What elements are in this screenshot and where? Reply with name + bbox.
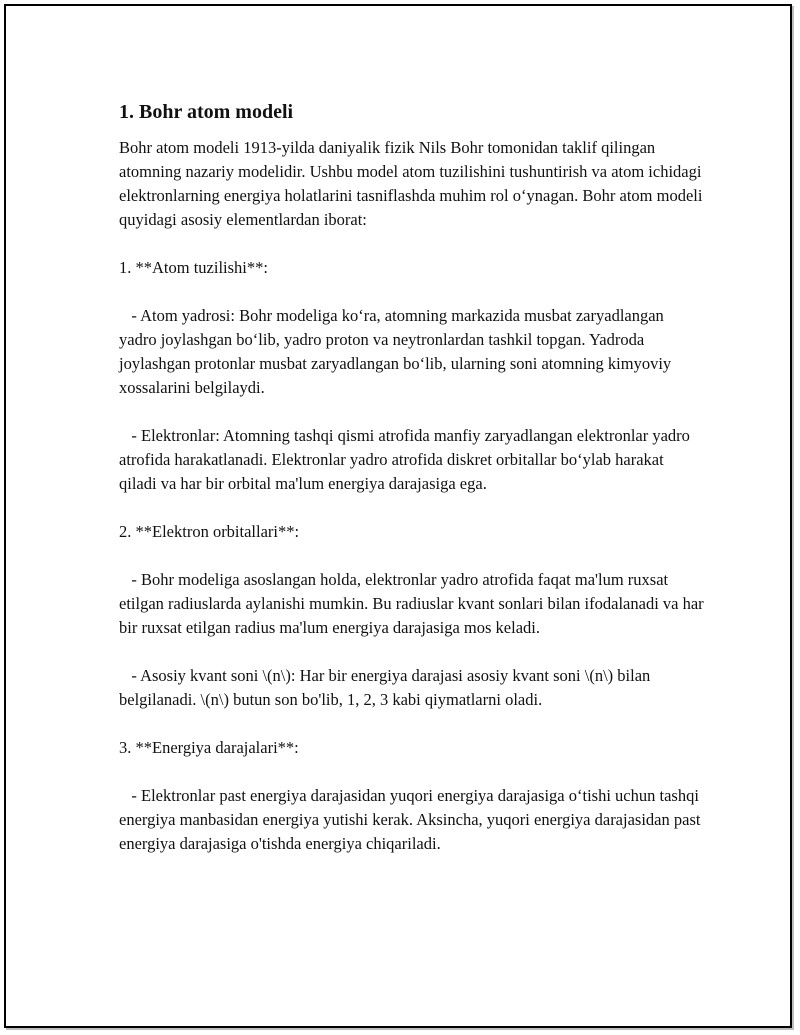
document-body	[119, 98, 708, 880]
bullet-principal-quantum-number: - Asosiy kvant soni \(n\): Har bir energiya darajasi asosiy kvant soni \(n\) bilan belgilanadi. \(n\) butun son bo'lib, 1, 2, 3 kabi qiymatlarni oladi.	[119, 666, 655, 709]
page-frame	[4, 4, 792, 1028]
document-title: 1. Bohr atom modeli	[119, 101, 294, 123]
bullet-atom-nucleus: - Atom yadrosi: Bohr modeliga ko‘ra, atomning markazida musbat zaryadlangan yadro joylashgan bo‘lib, yadro proton va neytronlardan tashkil topgan. Yadroda joylashgan protonlar musbat zaryadlangan bo‘lib, ularning soni atomning kimyoviy xossalarini belgilaydi.	[119, 306, 676, 397]
bullet-electrons: - Elektronlar: Atomning tashqi qismi atrofida manfiy zaryadlangan elektronlar yadro atrofida harakatlanadi. Elektronlar yadro atrofida diskret orbitallar bo‘ylab harakat qiladi va har bir orbital ma'lum energiya darajasiga ega.	[119, 426, 695, 493]
section-heading-electron-orbitals: 2. **Elektron orbitallari**:	[119, 522, 300, 541]
bullet-energy-transitions: - Elektronlar past energiya darajasidan yuqori energiya darajasiga o‘tishi uchun tashqi energiya manbasidan energiya yutishi kerak. Aksincha, yuqori energiya darajasidan past energiya darajasiga o'tishda energiya chiqariladi.	[119, 786, 705, 853]
section-heading-atom-structure: 1. **Atom tuzilishi**:	[119, 258, 268, 277]
section-heading-energy-levels: 3. **Energiya darajalari**:	[119, 738, 299, 757]
bullet-allowed-radii: - Bohr modeliga asoslangan holda, elektronlar yadro atrofida faqat ma'lum ruxsat etilgan radiuslarda aylanishi mumkin. Bu radiuslar kvant sonlari bilan ifodalanadi va har bir ruxsat etilgan radius ma'lum energiya darajasiga mos keladi.	[119, 570, 708, 637]
intro-paragraph: Bohr atom modeli 1913-yilda daniyalik fizik Nils Bohr tomonidan taklif qilingan atomning nazariy modelidir. Ushbu model atom tuzilishini tushuntirish va atom ichidagi elektronlarning energiya holatlarini tasniflashda muhim rol o‘ynagan. Bohr atom modeli quyidagi asosiy elementlardan iborat:	[119, 138, 703, 229]
